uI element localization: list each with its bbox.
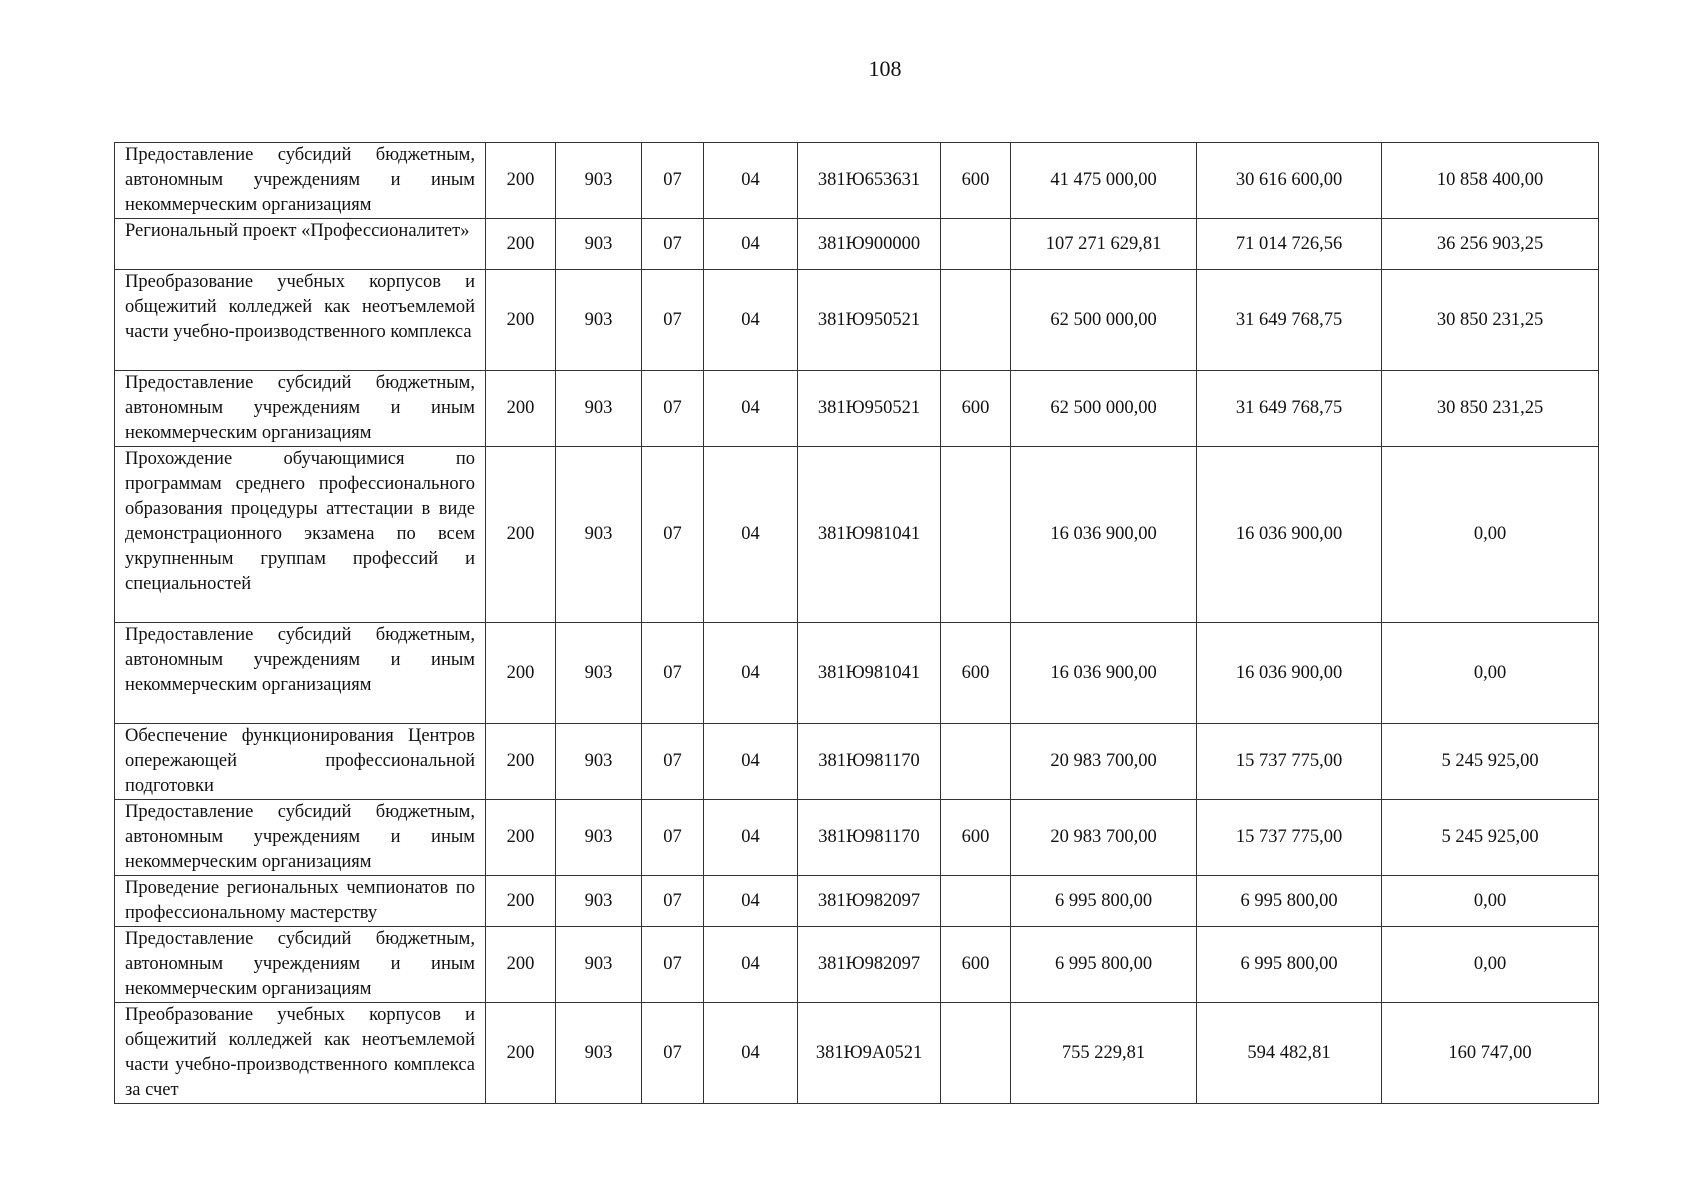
row-amount-1: 16 036 900,00 [1197, 623, 1382, 724]
row-amount-2: 36 256 903,25 [1382, 219, 1599, 270]
row-subsection: 04 [704, 623, 798, 724]
row-section: 07 [642, 876, 704, 927]
row-subsection: 04 [704, 800, 798, 876]
table-row [115, 927, 1599, 1003]
row-expense-type: 600 [941, 371, 1011, 447]
row-total-amount: 20 983 700,00 [1011, 724, 1197, 800]
row-amount-2: 0,00 [1382, 623, 1599, 724]
row-code: 200 [486, 219, 556, 270]
row-amount-1: 594 482,81 [1197, 1003, 1382, 1104]
row-amount-2: 30 850 231,25 [1382, 371, 1599, 447]
row-total-amount: 6 995 800,00 [1011, 927, 1197, 1003]
row-target-article: 381Ю982097 [798, 876, 941, 927]
row-section: 07 [642, 143, 704, 219]
row-target-article: 381Ю981041 [798, 623, 941, 724]
row-code: 200 [486, 143, 556, 219]
row-expense-type: 600 [941, 623, 1011, 724]
row-ministry-code: 903 [556, 219, 642, 270]
row-ministry-code: 903 [556, 371, 642, 447]
row-description: Предоставление субсидий бюджетным, автономным учреждениям и иным некоммерческим организациям [115, 371, 486, 447]
table-row [115, 447, 1599, 623]
row-total-amount: 16 036 900,00 [1011, 623, 1197, 724]
row-amount-1: 15 737 775,00 [1197, 800, 1382, 876]
row-target-article: 381Ю653631 [798, 143, 941, 219]
row-target-article: 381Ю900000 [798, 219, 941, 270]
row-description: Обеспечение функционирования Центров опережающей профессиональной подготовки [115, 724, 486, 800]
table-row [115, 219, 1599, 270]
row-amount-2: 10 858 400,00 [1382, 143, 1599, 219]
row-amount-1: 31 649 768,75 [1197, 371, 1382, 447]
page-number: 108 [868, 56, 902, 81]
row-total-amount: 62 500 000,00 [1011, 371, 1197, 447]
row-ministry-code: 903 [556, 724, 642, 800]
row-total-amount: 20 983 700,00 [1011, 800, 1197, 876]
row-amount-2: 0,00 [1382, 447, 1599, 623]
row-section: 07 [642, 447, 704, 623]
row-target-article: 381Ю981041 [798, 447, 941, 623]
budget-table [114, 142, 1599, 1104]
row-ministry-code: 903 [556, 800, 642, 876]
row-target-article: 381Ю981170 [798, 800, 941, 876]
row-amount-2: 0,00 [1382, 876, 1599, 927]
row-expense-type: 600 [941, 800, 1011, 876]
row-ministry-code: 903 [556, 447, 642, 623]
row-amount-1: 31 649 768,75 [1197, 270, 1382, 371]
row-description: Предоставление субсидий бюджетным, автономным учреждениям и иным некоммерческим организациям [115, 927, 486, 1003]
row-ministry-code: 903 [556, 270, 642, 371]
row-target-article: 381Ю982097 [798, 927, 941, 1003]
row-amount-2: 160 747,00 [1382, 1003, 1599, 1104]
row-total-amount: 107 271 629,81 [1011, 219, 1197, 270]
row-target-article: 381Ю950521 [798, 270, 941, 371]
row-amount-1: 16 036 900,00 [1197, 447, 1382, 623]
table-row [115, 1003, 1599, 1104]
row-subsection: 04 [704, 1003, 798, 1104]
row-description: Проведение региональных чемпионатов по профессиональному мастерству [115, 876, 486, 927]
table-body [115, 143, 1599, 1104]
row-amount-1: 6 995 800,00 [1197, 927, 1382, 1003]
row-expense-type [941, 1003, 1011, 1104]
row-amount-1: 71 014 726,56 [1197, 219, 1382, 270]
row-ministry-code: 903 [556, 623, 642, 724]
row-total-amount: 16 036 900,00 [1011, 447, 1197, 623]
row-code: 200 [486, 270, 556, 371]
row-subsection: 04 [704, 371, 798, 447]
row-expense-type [941, 270, 1011, 371]
row-amount-2: 0,00 [1382, 927, 1599, 1003]
row-amount-1: 6 995 800,00 [1197, 876, 1382, 927]
row-code: 200 [486, 724, 556, 800]
row-amount-1: 30 616 600,00 [1197, 143, 1382, 219]
row-expense-type [941, 876, 1011, 927]
table-row [115, 270, 1599, 371]
row-ministry-code: 903 [556, 143, 642, 219]
row-subsection: 04 [704, 270, 798, 371]
row-section: 07 [642, 371, 704, 447]
row-amount-2: 5 245 925,00 [1382, 800, 1599, 876]
row-code: 200 [486, 800, 556, 876]
row-code: 200 [486, 876, 556, 927]
row-subsection: 04 [704, 447, 798, 623]
table-row [115, 623, 1599, 724]
row-description: Региональный проект «Профессионалитет» [115, 219, 486, 270]
row-expense-type [941, 724, 1011, 800]
row-section: 07 [642, 219, 704, 270]
row-code: 200 [486, 1003, 556, 1104]
table-row [115, 143, 1599, 219]
row-subsection: 04 [704, 927, 798, 1003]
row-subsection: 04 [704, 219, 798, 270]
row-subsection: 04 [704, 876, 798, 927]
row-section: 07 [642, 724, 704, 800]
row-expense-type: 600 [941, 143, 1011, 219]
row-total-amount: 6 995 800,00 [1011, 876, 1197, 927]
row-amount-1: 15 737 775,00 [1197, 724, 1382, 800]
row-section: 07 [642, 270, 704, 371]
row-expense-type [941, 219, 1011, 270]
table-row [115, 876, 1599, 927]
table-row [115, 724, 1599, 800]
row-expense-type: 600 [941, 927, 1011, 1003]
row-subsection: 04 [704, 724, 798, 800]
row-target-article: 381Ю950521 [798, 371, 941, 447]
row-code: 200 [486, 927, 556, 1003]
row-code: 200 [486, 371, 556, 447]
row-description: Преобразование учебных корпусов и общежитий колледжей как неотъемлемой части учебно-производственного комплекса за счет [115, 1003, 486, 1104]
row-section: 07 [642, 623, 704, 724]
row-description: Предоставление субсидий бюджетным, автономным учреждениям и иным некоммерческим организациям [115, 623, 486, 724]
row-subsection: 04 [704, 143, 798, 219]
row-expense-type [941, 447, 1011, 623]
row-code: 200 [486, 623, 556, 724]
row-code: 200 [486, 447, 556, 623]
row-total-amount: 41 475 000,00 [1011, 143, 1197, 219]
row-amount-2: 30 850 231,25 [1382, 270, 1599, 371]
row-ministry-code: 903 [556, 876, 642, 927]
row-amount-2: 5 245 925,00 [1382, 724, 1599, 800]
row-ministry-code: 903 [556, 927, 642, 1003]
row-total-amount: 62 500 000,00 [1011, 270, 1197, 371]
row-description: Предоставление субсидий бюджетным, автономным учреждениям и иным некоммерческим организациям [115, 143, 486, 219]
row-target-article: 381Ю9А0521 [798, 1003, 941, 1104]
row-description: Преобразование учебных корпусов и общежитий колледжей как неотъемлемой части учебно-производственного комплекса [115, 270, 486, 371]
row-total-amount: 755 229,81 [1011, 1003, 1197, 1104]
row-description: Предоставление субсидий бюджетным, автономным учреждениям и иным некоммерческим организациям [115, 800, 486, 876]
row-ministry-code: 903 [556, 1003, 642, 1104]
table-row [115, 371, 1599, 447]
table-row [115, 800, 1599, 876]
row-target-article: 381Ю981170 [798, 724, 941, 800]
row-section: 07 [642, 1003, 704, 1104]
row-description: Прохождение обучающимися по программам среднего профессионального образования процедуры аттестации в виде демонстрационного экзамена по всем укрупненным группам профессий и специальностей [115, 447, 486, 623]
row-section: 07 [642, 927, 704, 1003]
row-section: 07 [642, 800, 704, 876]
